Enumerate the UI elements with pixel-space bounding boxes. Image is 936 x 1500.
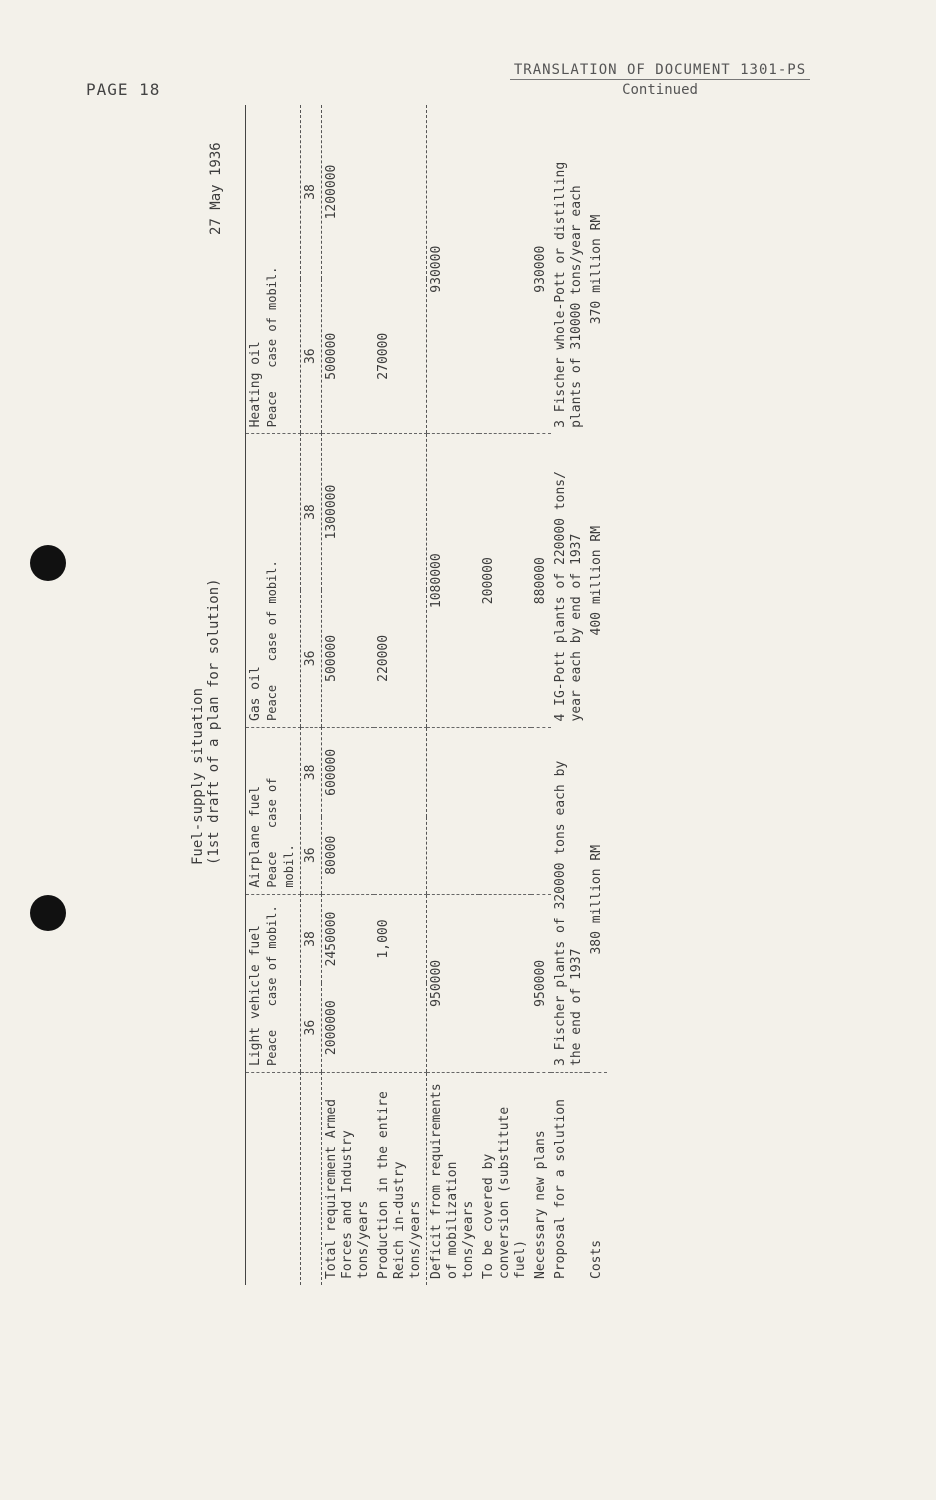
table-cell: 1,000 xyxy=(374,894,427,983)
row-production xyxy=(374,105,427,1285)
row-label: Costs xyxy=(587,1073,607,1286)
row-costs xyxy=(587,105,607,1285)
continued-label: Continued xyxy=(622,82,698,98)
year-cell: 36 xyxy=(301,983,322,1072)
translation-title: TRANSLATION OF DOCUMENT 1301-PS xyxy=(510,62,810,80)
table-cell: 3 Fischer plants of 320000 tons each by the end of 1937 xyxy=(553,760,584,1066)
fuel-supply-table xyxy=(245,105,607,1285)
year-cell: 38 xyxy=(301,894,322,983)
row-label: To be covered by conversion (substitute fuel) xyxy=(479,1073,531,1286)
table-cell: 400 million RM xyxy=(589,525,604,636)
row-total-requirement xyxy=(322,105,375,1285)
year-row xyxy=(301,105,322,1285)
doc-date: 27 May 1936 xyxy=(208,142,224,235)
page-number: PAGE 18 xyxy=(86,80,161,99)
table-cell: 370 million RM xyxy=(589,214,604,325)
row-deficit xyxy=(427,105,480,1285)
row-label: Deficit from requirements of mobilization tons/years xyxy=(427,1073,480,1286)
year-row-blank xyxy=(301,1073,322,1286)
column-airplane: Airplane fuel Peace case of mobil. xyxy=(246,728,301,895)
table-header-row xyxy=(246,105,301,1285)
table-cell xyxy=(479,105,531,434)
row-conversion xyxy=(479,105,531,1285)
table-cell xyxy=(374,728,427,817)
table-cell: 80000 xyxy=(324,835,339,875)
table-cell: 270000 xyxy=(376,332,391,380)
year-cell: 38 xyxy=(301,728,322,817)
table-cell: 2450000 xyxy=(322,894,375,983)
doc-subtitle: (1st draft of a plan for solution) xyxy=(206,578,222,865)
column-heating-oil: Heating oil Peace case of mobil. xyxy=(246,105,301,434)
table-cell: 220000 xyxy=(376,634,391,682)
table-cell: 950000 xyxy=(531,894,551,1072)
rotated-table-sheet xyxy=(190,95,850,1285)
table-cell: 1080000 xyxy=(427,434,480,728)
table-cell xyxy=(374,983,427,1072)
table-cell: 4 IG-Pott plants of 220000 tons/ year each by end of 1937 xyxy=(553,471,584,722)
table-cell xyxy=(531,728,551,895)
table-cell: 880000 xyxy=(531,434,551,728)
table-cell: 1200000 xyxy=(324,164,339,220)
table-cell: 930000 xyxy=(533,245,548,293)
table-cell: 500000 xyxy=(324,634,339,682)
table-cell: 200000 xyxy=(479,434,531,728)
row-label: Proposal for a solution xyxy=(551,1073,587,1286)
table-cell xyxy=(374,434,427,590)
table-cell: 2000000 xyxy=(324,1000,339,1056)
table-cell: 380 million RM xyxy=(589,844,604,955)
table-cell xyxy=(479,894,531,1072)
year-cell: 36 xyxy=(301,817,322,894)
table-cell: 930000 xyxy=(427,105,480,434)
punch-hole-bottom xyxy=(30,895,66,931)
doc-title-block xyxy=(190,305,222,865)
year-cell: 36 xyxy=(301,279,322,434)
year-cell: 36 xyxy=(301,590,322,728)
doc-title: Fuel-supply situation xyxy=(190,687,206,865)
table-cell xyxy=(374,817,427,894)
table-cell: 950000 xyxy=(427,894,480,1072)
column-light-vehicle: Light vehicle fuel Peace case of mobil. xyxy=(246,894,301,1072)
table-cell xyxy=(374,105,427,279)
row-label: Production in the entire Reich in-dustry tons/years xyxy=(374,1073,427,1286)
year-cell: 38 xyxy=(301,434,322,590)
table-cell: 600000 xyxy=(322,728,375,817)
row-label: Total requirement Armed Forces and Industry tons/years xyxy=(322,1073,375,1286)
column-gas-oil: Gas oil Peace case of mobil. xyxy=(246,434,301,728)
year-cell: 38 xyxy=(301,105,322,279)
table-cell: 500000 xyxy=(324,332,339,380)
header-blank xyxy=(246,1073,301,1286)
document-header xyxy=(510,62,810,98)
table-cell xyxy=(479,728,531,895)
table-cell: 1300000 xyxy=(322,434,375,590)
row-label: Necessary new plans xyxy=(531,1073,551,1286)
row-proposal xyxy=(551,105,587,1285)
punch-hole-top xyxy=(30,545,66,581)
row-new-plans xyxy=(531,105,551,1285)
table-cell: 3 Fischer whole-Pott or distilling plants of 310000 tons/year each xyxy=(553,161,584,428)
table-cell xyxy=(427,728,480,895)
